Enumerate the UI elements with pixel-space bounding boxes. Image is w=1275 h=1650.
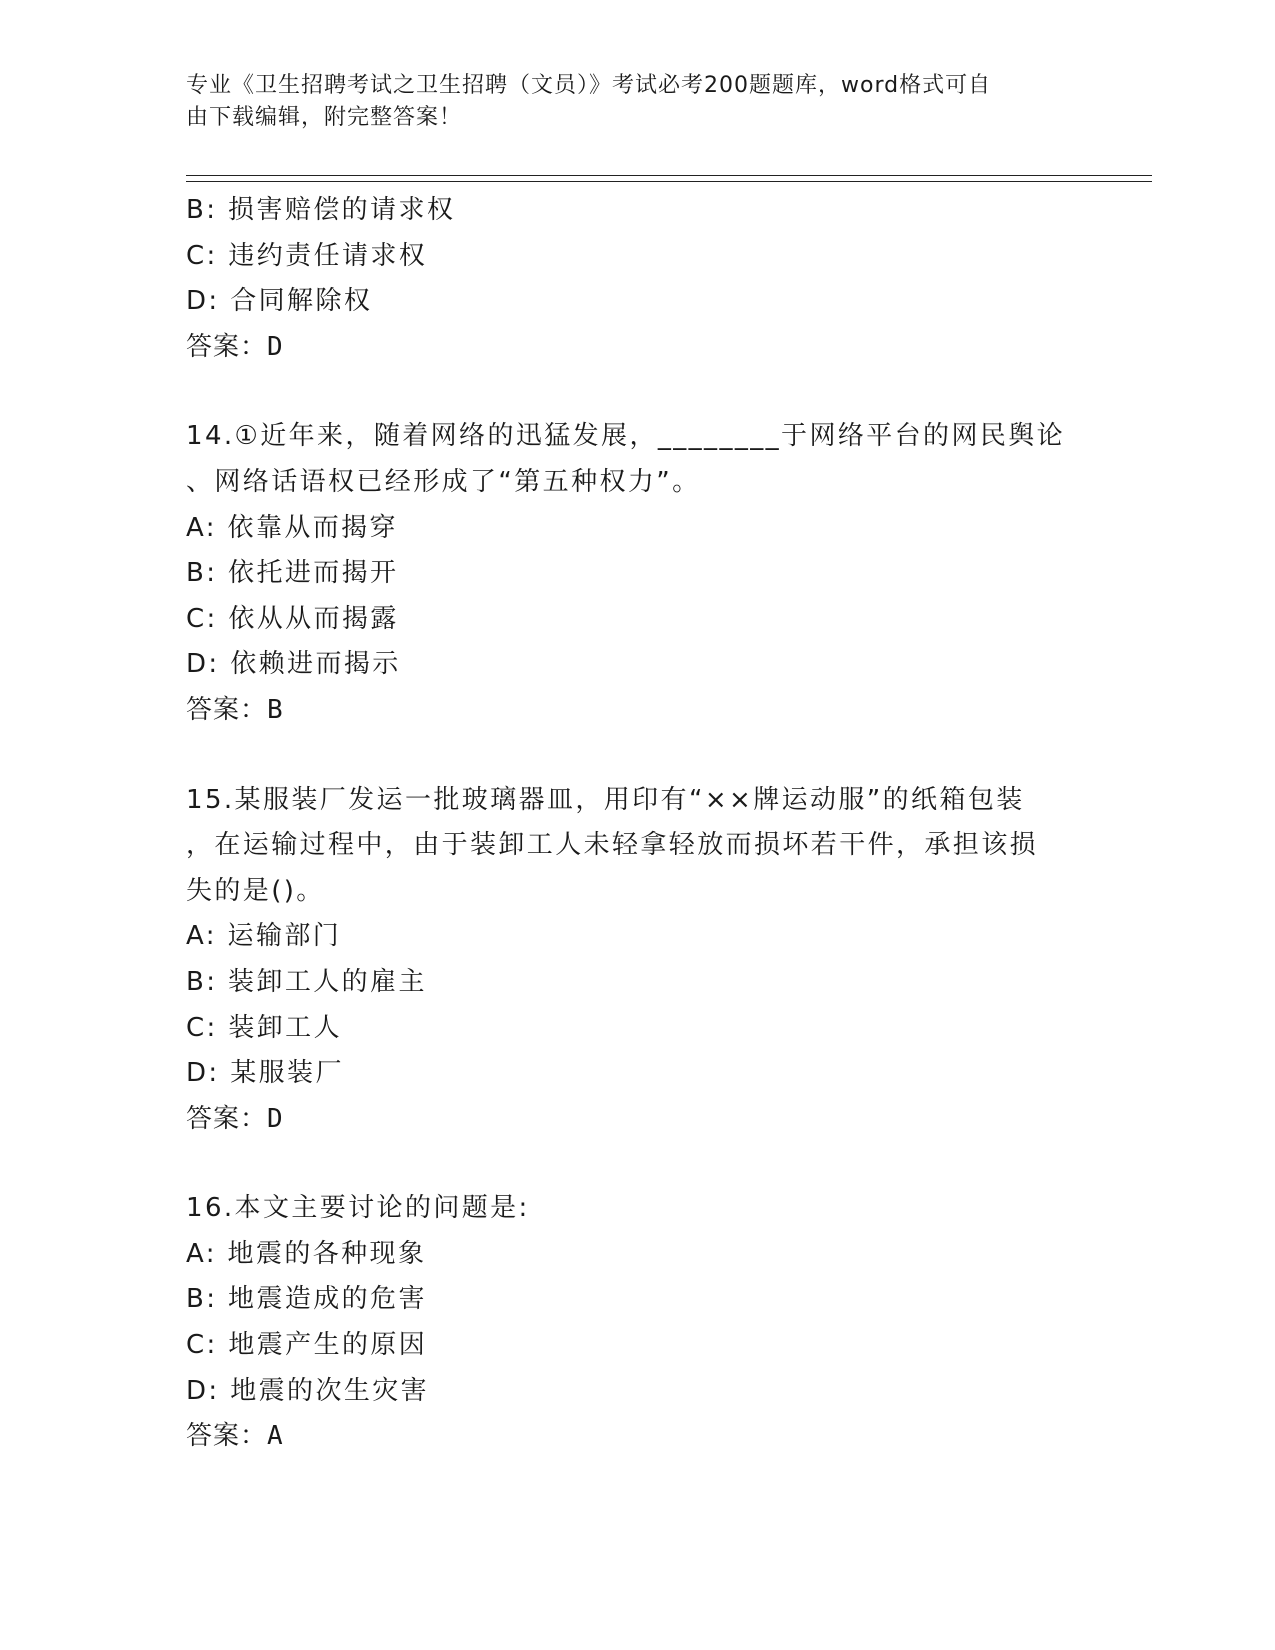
- header-line-2: 由下载编辑，附完整答案！: [186, 105, 463, 130]
- question-stem: [186, 1186, 1086, 1232]
- question-stem: [186, 414, 1086, 505]
- option-b: B: 地震造成的危害: [186, 1284, 427, 1315]
- stem-line: 16.本文主要讨论的问题是:: [186, 1193, 530, 1224]
- stem-line: ，在运输过程中，由于装卸工人未轻拿轻放而损坏若干件，承担该损: [186, 830, 1039, 861]
- question-15: [186, 778, 1086, 1143]
- question-16: [186, 1186, 1086, 1460]
- option-b: B: 装卸工人的雇主: [186, 966, 427, 997]
- answer: 答案：D: [186, 331, 284, 362]
- option-d: D: 地震的次生灾害: [186, 1375, 430, 1406]
- option-c: C: 依从从而揭露: [186, 603, 399, 634]
- header-rule-bottom: [186, 181, 1152, 182]
- option-a: A: 依靠从而揭穿: [186, 512, 398, 543]
- stem-line: 失的是()。: [186, 875, 325, 906]
- option-d: D: 某服装厂: [186, 1058, 344, 1089]
- question-stem: [186, 778, 1086, 915]
- option-d: D: 依赖进而揭示: [186, 649, 401, 680]
- stem-line: 14.①近年来，随着网络的迅猛发展，________于网络平台的网民舆论: [186, 421, 1066, 452]
- question-14: [186, 414, 1086, 733]
- option-c: C: 违约责任请求权: [186, 240, 428, 271]
- header-rule-top: [186, 175, 1152, 176]
- document-header: [186, 70, 1086, 134]
- option-d: D: 合同解除权: [186, 286, 373, 317]
- option-b: B: 损害赔偿的请求权: [186, 195, 456, 225]
- answer: 答案：A: [186, 1421, 284, 1452]
- option-a: A: 运输部门: [186, 921, 342, 952]
- stem-line: 15.某服装厂发运一批玻璃器皿，用印有“××牌运动服”的纸箱包装: [186, 784, 1025, 815]
- stem-line: 、网络话语权已经形成了“第五种权力”。: [186, 466, 701, 497]
- answer: 答案：D: [186, 1103, 284, 1134]
- option-c: C: 装卸工人: [186, 1012, 342, 1043]
- option-c: C: 地震产生的原因: [186, 1330, 428, 1361]
- option-a: A: 地震的各种现象: [186, 1238, 427, 1269]
- answer: 答案：B: [186, 694, 284, 725]
- question-13-continued: [186, 188, 1086, 370]
- header-line-1: 专业《卫生招聘考试之卫生招聘（文员）》考试必考200题题库，word格式可自: [186, 73, 992, 98]
- option-b: B: 依托进而揭开: [186, 558, 399, 589]
- question-list: [186, 188, 1086, 1460]
